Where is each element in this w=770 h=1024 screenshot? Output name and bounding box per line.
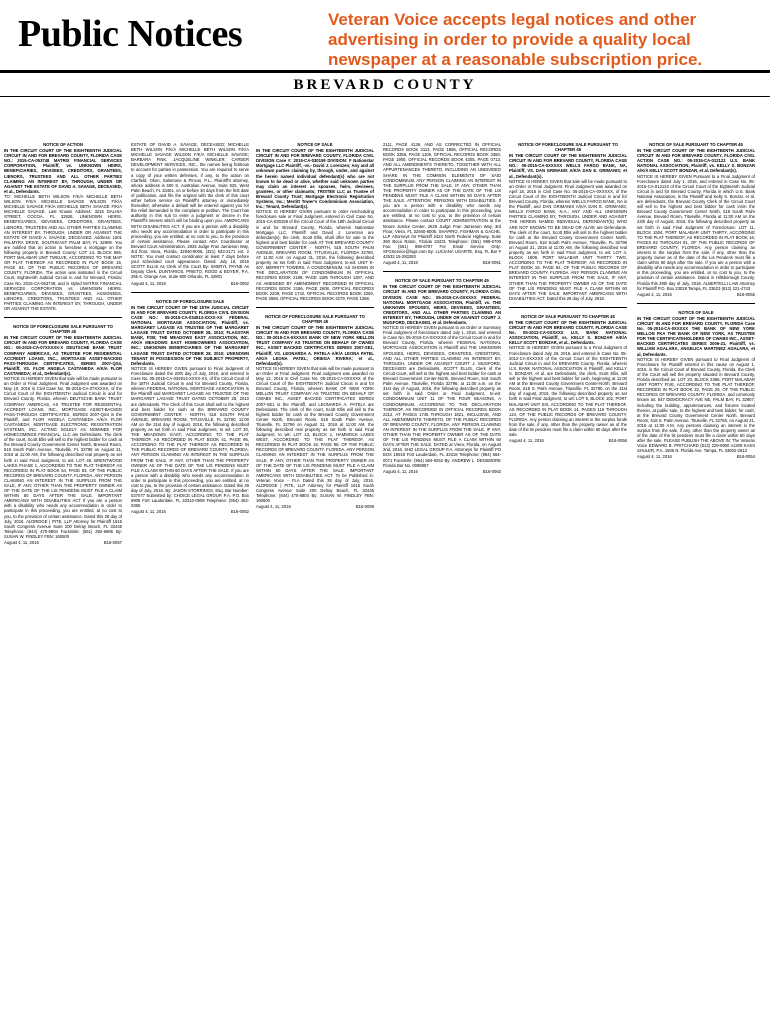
notice-body: NOTICE IS HEREBY GIVEN that sale will be made pursuant to an Order or Final Judgment. Final Judgment was awarded on April 18, 2016 in Civil Case No. 05-2015-CA-0XXXXX, of the Circuit Court of the EIGHTEENTH Judicial Circuit in and for Brevard County, Florida, wherein WELLS FARGO BANK, NA is the Plaintiff, and DAN GRIMANIS A/K/A DAN E. GRIMANIS; WELLS FARGO BANK, N.A.; ANY AND ALL UNKNOWN PARTIES CLAIMING BY, THROUGH, UNDER AND AGAINST THE HEREIN NAMED INDIVIDUAL DEFENDANT(S) WHO ARE NOT KNOWN TO BE DEAD OR ALIVE are Defendants. The clerk of the court, Scott Ellis will sell to the highest bidder for cash at the Brevard County Government Center North, Brevard Room, 518 South Palm Avenue, Titusville, FL 32796 on August 31, 2016 at 11:00 AM, the following described real property as set forth in said Final Judgment, to wit: LOT 4, BLOCK 1609, PORT MALABAR UNIT THIRTY TWO, ACCORDING TO THE PLAT THEREOF, AS RECORDED IN PLAT BOOK 16, PAGE 92, OF THE PUBLIC RECORDS OF BREVARD COUNTY, FLORIDA. ANY PERSON CLAIMING AN INTEREST IN THE SURPLUS FROM THE SALE, IF ANY, OTHER THAN THE PROPERTY OWNER AS OF THE DATE OF THE LIS PENDENS MUST FILE A CLAIM WITHIN 60 DAYS AFTER THE SALE. IMPORTANT AMERICANS WITH DISABILITIES ACT. Dated this 28 day of July, 2016. <box>509 178 627 301</box>
publication-dates: August 4, 11, 2016 <box>131 509 166 515</box>
notice-column-4 <box>383 142 501 1012</box>
notice-divider <box>509 307 627 308</box>
notice-caption: IN THE CIRCUIT COURT OF THE EIGHTEENTH JUDICIAL CIRCUIT IN AND FOR BREVARD COUNTY, FLORIDA Case No. 05-2014-CA-0XXXXX THE BANK OF NEW YORK MELLON FKA THE BANK OF NEW YORK, AS TRUSTEE FOR THE CERTIFICATEHOLDERS OF CWABS INC., ASSET-BACKED CERTIFICATES SERIES 2006-21, Plaintiff, vs. WILLIAM AGALARA, ANGELICA MARTINEZ AGALARA, et al, Defendants. <box>637 315 755 357</box>
notice-heading: NOTICE OF SALE <box>678 309 714 315</box>
notice-column-3 <box>256 142 374 1012</box>
notice-caption: IN THE CIRCUIT COURT OF THE EIGHTEENTH JUDICIAL CIRCUIT IN AND FOR BREVARD COUNTY, FLORIDA CASE NO.: 05-2015-CA-0XXXXX WELLS FARGO BANK, NA, Plaintiff, VS. DAN GRIMANIS A/K/A DAN E. GRIMANIS; et al., Defendant(s). <box>509 153 627 179</box>
notice-heading: NOTICE OF SALE PURSUANT TO CHAPTER 45 <box>521 313 615 319</box>
section-logo: Public Notices <box>18 13 243 55</box>
publication-dates: August 4, 11, 2016 <box>131 280 166 286</box>
legal-notice <box>509 142 627 301</box>
legal-notice <box>383 142 501 265</box>
legal-notice <box>383 278 501 474</box>
publication-dates: August 4, 11, 2016 <box>637 291 672 297</box>
notice-caption: IN THE CIRCUIT COURT OF THE 18TH JUDICIAL CIRCUIT IN AND FOR BREVARD COUNTY, FLORIDA CIVIL DIVISION CASE NO.: 05-2015-CA-034913-XXXX-XX FEDERAL NATIONAL MORTGAGE ASSOCIATION, Plaintiff, vs. MARGARET LAGASE AS TRUSTEE OF THE MARGARET LAGASE TRUST DATED OCTOBER 28, 2010; FLAGSTAR BANK, FSB; THE MEADOWS EAST ASSOCIATION, INC. A/K/A MEADOWS EAST HOMEOWNERS ASSOCIATION, INC.; UNKNOWN BENEFICIARIES OF THE MARGARET LAGASE TRUST DATED OCTOBER 28, 2010; UNKNOWN TENANT IN POSSESSION OF THE SUBJECT PROPERTY, Defendants. <box>131 304 249 366</box>
notice-body: NOTICE IS HEREBY GIVEN pursuant to Final Judgment of Foreclosure dated the 20th day of July, 2016, and entered in Case No. 05-2015-CA-034913-XXXX-XX, of the Circuit Court of the 18TH Judicial Circuit in and for Brevard County, Florida, wherein FEDERAL NATIONAL MORTGAGE ASSOCIATION is the Plaintiff and MARGARET LAGASE AS TRUSTEE OF THE MARGARET LAGASE TRUST DATED OCTOBER 28, 2010 are defendants. The Clerk of this Court shall sell to the highest and best bidder for cash at the BREVARD COUNTY GOVERNMENT CENTER - NORTH, 518 SOUTH PALM AVENUE, BREVARD ROOM, TITUSVILLE, FL 32780, 11:00 AM on the 31st day of August, 2016, the following described property as set forth in said Final Judgment, to wit: LOT 30, THE MEADOWS EAST, ACCORDING TO THE PLAT THEREOF, AS RECORDED IN PLAT BOOK 41, PAGE 95, ACCORDING TO THE PLAT THEREOF AS RECORDED IN THE PUBLIC RECORDS OF BREVARD COUNTY, FLORIDA. ANY PERSON CLAIMING AN INTEREST IN THE SURPLUS FROM THE SALE, IF ANY, OTHER THAN THE PROPERTY OWNER AS OF THE DATE OF THE LIS PENDENS MUST FILE A CLAIM WITHIN 60 DAYS AFTER THE SALE. If you are a person with a disability who needs any accommodation in order to participate in this proceeding, you are entitled, at no cost to you, to the provision of certain assistance. Dated this 29 day of July, 2016. By: JASON STORRINGS, Esq. Bar Number: 027077 Submitted by: CHOICE LEGAL GROUP, P.A. P.O. Box 9908 Fort Lauderdale, FL 33310-0908 Telephone: (954) 453-0365 <box>131 365 249 509</box>
notice-id: B16-0062 <box>230 280 249 286</box>
notice-divider <box>131 292 249 293</box>
notice-column-2 <box>131 142 249 1012</box>
notice-heading: NOTICE OF FORECLOSURE SALE PURSUANT TO CHAPTER 45 <box>518 142 618 153</box>
notice-caption: IN THE CIRCUIT COURT OF THE EIGHTEENTH JUDICIAL CIRCUIT IN AND FOR BREVARD COUNTY, FLORIDA CIVIL DIVISION CASE NO.: 05-2015-CA-0XXXXX FEDERAL NATIONAL MORTGAGE ASSOCIATION, Plaintiff, vs. THE UNKNOWN SPOUSES, HEIRS, DEVISEES, GRANTEES, CREDITORS, AND ALL OTHER PARTIES CLAIMING AN INTEREST BY, THROUGH, UNDER OR AGAINST COURT J. MUGFORD, DECEASED, et al. Defendants. <box>383 284 501 325</box>
notice-body: NOTICE IS HEREBY GIVEN that sale will be made pursuant to an Order or Final Judgment. Final Judgment was awarded on May 12, 2016 in Civil Case No. 05-2015-CA-0XXXXX of the Circuit Court of the EIGHTEENTH Judicial Circuit in and for Brevard County, Florida, wherein BANK OF NEW YORK MELLON TRUST COMPANY AS TRUSTEE ON BEHALF OF CWABS INC., ASSET BACKED CERTIFICATES SERIES 2007-SE1 is the Plaintiff, and LEONARDA A. PATELA are Defendants. The clerk of the court, Scott Ellis will sell to the highest bidder for cash at the Brevard County Government Center North, Brevard Room, 518 South Palm Avenue, Titusville, FL 32796 on August 31, 2016 at 11:00 AM, the following described real property as set forth in said Final Judgment, to wit: LOT 13, BLOCK 1, HAMMOCK LAKES WEST, ACCORDING TO THE PLAT THEREOF, AS RECORDED IN PLAT BOOK 16, PAGE 98, OF THE PUBLIC RECORDS OF BREVARD COUNTY, FLORIDA. ANY PERSON CLAIMING AN INTEREST IN THE SURPLUS FROM THE SALE, IF ANY, OTHER THAN THE PROPERTY OWNER AS OF THE DATE OF THE LIS PENDENS MUST FILE A CLAIM WITHIN 60 DAYS AFTER THE SALE. IMPORTANT AMERICANS WITH DISABILITIES ACT. To be Published in: Veteran Voice - FLA Dated this 28 day of July, 2016. ALDRIDGE | PITE, LLP Attorney for Plaintiff 1615 South Congress Avenue Suite 200 Delray Beach, FL 33445 Telephone: (844) 470-8804 By: SUSAN W. FINDLEY FBN: 160600 <box>256 365 374 504</box>
notice-body: NOTICE IS HEREBY GIVEN pursuant to order rescheduling foreclosure sale or Final Judgment, entered in Civil Case No. 2015-CA-030159 of the Circuit Court of the 18th Judicial Circuit in and for Brevard County, Florida, wherein Nationstar Mortgage LLC, Plaintiff and David J. Lorenzen are defendant(s), the clerk, Scott Ellis, shall offer for sale to the highest and best bidder for cash AT THE BREVARD COUNTY GOVERNMENT CENTER - NORTH, 518 SOUTH PALM AVENUE, BREVARD ROOM, TITUSVILLE, FLORIDA 32780, AT 11:00 A.M. on August 31, 2016, the following described property as set forth in said Final Judgment, to-wit: UNIT K-407, MERRITT TOWERS, A CONDOMINIUM, AS SHOWN IN THE DECLARATION OF CONDOMINIUM IN OFFICIAL RECORDS BOOK 2189, PAGE 1195 THROUGH 1307, AND AS AMENDED BY AMENDMENT RECORDED IN OFFICIAL RECORDS BOOK 2196, PAGE 2608, OFFICIAL RECORDS BOOK 2209, PAGE 1742, OFFICIAL RECORDS BOOK 2250, PAGE 2669, OFFICIAL RECORDS BOOK 2279, PAGE 1398. <box>256 209 374 301</box>
publication-dates: August 4, 11, 2016 <box>256 504 291 510</box>
notice-divider <box>637 303 755 304</box>
legal-notice <box>256 142 374 301</box>
notice-id: B16-0063 <box>482 468 501 474</box>
notice-body: NOTICE IS HEREBY GIVEN that sale will be made pursuant to an Order or Final Judgment. Final Judgment was awarded on May 10, 2016 in Civil Case No. 05-2015-CA-07XXXXX, of the Circuit Court of the EIGHTEENTH Judicial Circuit in and for Brevard County, Florida, wherein DEUTSCHE BANK TRUST COMPANY AMERICAS, AS TRUSTEE FOR RESIDENTIAL ACCREDIT LOANS, INC., MORTGAGE ASSET-BACKED PASS-THROUGH CERTIFICATES, SERIES 2007-QS4 is the Plaintiff, and FLOR ANGELA CASTANEDA A/K/A FLOR CASTANEDA; MORTGAGE ELECTRONIC REGISTRATION SYSTEMS, INC. ACTING SOLELY AS NOMINEE FOR HOMECOMINGS FINANCIAL, LLC are Defendants. The clerk of the court, Scott Ellis will sell to the highest bidder for cash at the Brevard County Government Center North, Brevard Room, 518 South Palm Avenue, Titusville, FL 32796 on August 31, 2016 at 11:00 AM, the following described real property as set forth in said Final Judgment, to wit: LOT 48, BRENTWOOD LAKES PHASE 1, ACCORDING TO THE PLAT THEREOF AS RECORDED IN PLAT BOOK 54, PAGE 93, OF THE PUBLIC RECORDS OF BREVARD COUNTY, FLORIDA. ANY PERSON CLAIMING AN INTEREST IN THE SURPLUS FROM THE SALE, IF ANY, OTHER THAN THE PROPERTY OWNER AS OF THE DATE OF THE LIS PENDENS MUST FILE A CLAIM WITHIN 60 DAYS AFTER THE SALE. IMPORTANT AMERICANS WITH DISABILITIES ACT If you are a person with a disability who needs any accommodation in order to participate in this proceeding, you are entitled, at no cost to you, to the provision of certain assistance. Dated this 28 day of July, 2016. ALDRIDGE | PITE, LLP Attorney for Plaintiff 1615 South Congress Avenue Suite 200 Delray Beach, FL 33445 Telephone: (844) 470-8804 Facsimile: (561) 392-6965 By: SUSAN W. FINDLEY FBN: 160600 <box>4 376 122 539</box>
notice-column-1 <box>4 142 122 1012</box>
notice-column-5 <box>509 142 627 1012</box>
tagline: Veteran Voice accepts legal notices and other advertising in order to provide a quality local newspaper at a reasonable subscription price. <box>328 10 703 69</box>
notice-id: B16-0061 <box>482 260 501 266</box>
publication-dates: August 4, 11, 2016 <box>383 260 418 266</box>
notice-divider <box>383 271 501 272</box>
legal-notice <box>4 324 122 545</box>
notice-id: B16-0057 <box>103 540 122 546</box>
notice-heading: NOTICE OF FORECLOSURE SALE PURSUANT TO CHAPTER 45 <box>13 324 113 335</box>
notice-id: B16-0055 <box>736 291 755 297</box>
notice-caption: IN THE CIRCUIT COURT OF THE EIGHTEENTH JUDICIAL CIRCUIT IN AND FOR BREVARD COUNTY, FLORIDA CASE NO.: 2015-CA-053748 MATRIX FINANCIAL SERVICES CORPORATION, Plaintiff, vs. UNKNOWN HEIRS, BENEFICIARIES, DEVISEES, CREDITORS, GRANTEES, LIENORS, TRUSTEES AND ALL OTHER PARTIES CLAIMING AN INTEREST BY, THROUGH, UNDER OR AGAINST THE ESTATE OF DAVID A. SAVAGE, DECEASED, et al., Defendants. <box>4 148 122 194</box>
notice-body: NOTICE IS HEREBY GIVEN pursuant to a Final Judgment of Foreclosure dated July 26, 2016, and entered in Case No. 05-2012-CA-0XXXXX of the Circuit Court of the EIGHTEENTH Judicial Circuit in and for BREVARD County, Florida, wherein U.S. BANK NATIONAL ASSOCIATION is Plaintiff, and KELLY S. BONZAR, et al. are Defendants, the clerk, Scott Ellis, will sell to the highest and best bidder for cash, beginning at 11:00 AM at the Brevard County Government Center-North, Brevard Room, 518 S. Palm Avenue, Titusville, FL 32780, on the 31st day of August, 2016, the following described property as set forth in said Final Judgment, to wit: LOT 5, BLOCK 102, PORT MALABAR UNIT SIX, ACCORDING TO THE PLAT THEREOF, AS RECORDED IN PLAT BOOK 14, PAGES 116 THROUGH 124, OF THE PUBLIC RECORDS OF BREVARD COUNTY, FLORIDA. Any person claiming an interest in the surplus funds from the sale, if any, other than the property owner as of the date of the lis pendens must file a claim within 60 days after the sale. <box>509 345 627 438</box>
notice-body: NOTICE IS HEREBY GIVEN Pursuant to a Final Judgment of Foreclosure dated July 1, 2016, and entered in Case No. 05-2015-CA-012122 of the Circuit Court of the Eighteenth Judicial Circuit in and for Brevard County, Florida in which U.S. Bank National Association, is the Plaintiff and Kelly S. Bonzar, et al, are defendants, the Brevard County Clerk of the Circuit Court will sell to the highest and best bidder for cash in/on the Brevard County Government Center North, 518 South Palm Avenue, Brevard Room, Titusville, Florida at 11:00 AM on the 24th day of August, 2016, the following described property as set forth in said Final Judgment of Foreclosure: LOT 11, BLOCK 1504, PORT MALABAR UNIT THIRTY, ACCORDING TO THE PLAT THEREOF, AS RECORDED IN PLAT BOOK 16, PAGES 82 THROUGH 91, OF THE PUBLIC RECORDS OF BREVARD COUNTY, FLORIDA. Any person claiming an interest in the surplus from the sale, if any, other than the property owner as of the date of the Lis Pendens must file a claim within 60 days after the sale. If you are a person with a disability who needs any accommodation in order to participate in this proceeding, you are entitled, at no cost to you, to the provision of certain assistance. Dated in Hillsborough County, Florida this 29th day of July, 2016. ALBERTELLI LAW Attorney for Plaintiff P.O. Box 23028 Tampa, FL 33623 (813) 221-4743 <box>637 173 755 291</box>
notice-caption: IN THE CIRCUIT COURT OF THE EIGHTEENTH JUDICIAL CIRCUIT IN AND FOR BREVARD COUNTY, FLORIDA CASE NO.: 05-2015-CA-07XXXXX-X DEUTSCHE BANK TRUST COMPANY AMERICAS, AS TRUSTEE FOR RESIDENTIAL ACCREDIT LOANS, INC., MORTGAGE ASSET-BACKED PASS-THROUGH CERTIFICATES, SERIES 2007-QS4, Plaintiff, VS. FLOR ANGELA CASTANEDA A/K/A FLOR CASTANEDA; et al., Defendant(s). <box>4 335 122 376</box>
notice-heading: NOTICE OF FORECLOSURE SALE PURSUANT TO CHAPTER 45 <box>265 313 365 324</box>
notice-id: B16-0054 <box>736 454 755 460</box>
legal-notice <box>131 142 249 286</box>
notice-caption: IN THE CIRCUIT COURT OF THE EIGHTEENTH JUDICIAL CIRCUIT IN AND FOR BREVARD COUNTY, FLORIDA CIVIL DIVISION Case #: 2015-CA-030159 DIVISION: F Nationstar Mortgage LLC Plaintiff, -vs.- David J. Lorenzen; Any and all unknown parties claiming by, through, under, and against the herein named individual defendant(s) who are not known to be dead or alive, whether said unknown parties may claim an interest as spouses, heirs, devisees, grantees, or other claimants; TRISTEE LLC as Trustee of Brevard County Trust; Mortgage Electronic Registration Systems, Inc.; Merritt Tower's Condominium Association, Inc.; Tenant, Defendant(s). <box>256 148 374 210</box>
notice-body: 2111, PAGE 4136, AND AS CORRECTED IN OFFICIAL RECORDS BOOK 3113, PAGE 1856, OFFICIAL RECORDS BOOK 3358, PAGE 1109, OFFICIAL RECORDS BOOK 3360, PAGE 1900, OFFICIAL RECORDS BOOK 4305, PAGE 0713, AND ALL AMENDMENTS THERETO, TOGETHER WITH ALL APPURTENANCES THERETO, INCLUDING AN UNDIVIDED SHARE IN THE COMMON ELEMENTS OF SAID CONDOMINIUM. ANY PERSON CLAIMING AN INTEREST IN THE SURPLUS FROM THE SALE, IF ANY, OTHER THAN THE PROPERTY OWNER AS OF THE DATE OF THE LIS PENDENS MUST FILE A CLAIM WITHIN 60 DAYS AFTER THE SALE. ATTENTION: PERSONS WITH DISABILITIES. If you are a person with a disability who needs any accommodation in order to participate in this proceeding, you are entitled, at no cost to you, to the provision of certain assistance. Please contact COURT ADMINISTRATION at the Moore Justice Center, 2825 Judge Fran Jamieson Way, 3rd Floor, Viera, FL 32940-8006. SHAPIRO, FISHMAN & GACHE, LLP Attorneys for Plaintiff 2424 North Federal Highway, Suite 360 Boca Raton, Florida 33431 Telephone: (561) 998-6700 Fax: (561) 998-6707 For Email Service Only: SFGService@logs.com By: LUCIANA UGARTE, Esq. FL Bar # 42532 15-283293 <box>383 142 501 260</box>
notice-heading: NOTICE OF SALE PURSUANT TO CHAPTER 45 <box>395 278 489 284</box>
notice-divider <box>256 307 374 308</box>
notice-heading: NOTICE OF SALE PURSUANT TO CHAPTER 45 <box>649 142 743 147</box>
publication-dates: August 4, 11, 2016 <box>383 468 418 474</box>
notice-id: B16-0052 <box>230 509 249 515</box>
legal-notice <box>256 314 374 510</box>
publication-dates: August 4, 11, 2016 <box>4 540 39 546</box>
county-heading: BREVARD COUNTY <box>293 77 477 93</box>
notice-heading: NOTICE OF ACTION <box>43 142 83 147</box>
notice-caption: IN THE CIRCUIT COURT OF THE EIGHTEENTH JUDICIAL CIRCUIT IN AND FOR BREVARD COUNTY, FLORIDA CASE NO.: 05-2015-CA-0XXXXX BANK OF NEW YORK MELLON TRUST COMPANY AS TRUSTEE ON BEHALF OF CWABS INC., ASSET BACKED CERTIFICATES SERIES 2007-SE1, Plaintiff, VS. LEONARDA A. PATELA A/K/A LEONA PATEL A/K/A LEONA PATEL; ORIEGA RIVERA; et al., Defendant(s). <box>256 325 374 366</box>
county-divider <box>0 96 770 97</box>
publication-dates: August 4, 11, 2016 <box>637 454 672 460</box>
notice-caption: IN THE CIRCUIT COURT OF THE EIGHTEENTH JUDICIAL CIRCUIT IN AND FOR BREVARD COUNTY, FLORIDA CASE No. 05-2012-CA-0XXXXX U.S. BANK NATIONAL ASSOCIATION, Plaintiff, vs. KELLY S. BONZAR A/K/A KELLY SCOTT BONZAR, et al., Defendants. <box>509 320 627 346</box>
notice-divider <box>4 317 122 318</box>
header-divider <box>0 70 770 73</box>
masthead <box>0 0 770 70</box>
notice-body: NOTICE IS HEREBY GIVEN pursuant to an Order or Summary Final Judgment of foreclosure dated July 1, 2016, and entered in Case No. 05-2015-CA-0XXXXX of the Circuit Court in and for Brevard County, Florida, wherein FEDERAL NATIONAL MORTGAGE ASSOCIATION is Plaintiff and THE UNKNOWN SPOUSES, HEIRS, DEVISEES, GRANTEES, CREDITORS, AND ALL OTHER PARTIES CLAIMING AN INTEREST BY, THROUGH, UNDER OR AGAINST COURT J. MUGFORD, DECEASED are Defendants, SCOTT ELLIS, Clerk of the Circuit Court, will sell to the highest and best bidder for cash at Brevard Government Center-North, Brevard Room, 518 South Palm Avenue, Titusville, Florida 32796, at 11:00 a.m. on the 31st day of August, 2016, the following described property as set forth in said Order or Final Judgment, to-wit: CONDOMINIUM UNIT 11 OF THE FOUR SEASONS, A CONDOMINIUM, ACCORDING TO THE DECLARATION THEREOF, AS RECORDED IN OFFICIAL RECORDS BOOK 2212, AT PAGES 1745 THROUGH 1821, INCLUSIVE, AND ALL AMENDMENTS THERETO, OF THE PUBLIC RECORDS OF BREVARD COUNTY, FLORIDA. ANY PERSON CLAIMING AN INTEREST IN THE SURPLUS FROM THE SALE, IF ANY, OTHER THAN THE PROPERTY OWNER AS OF THE DATE OF THE LIS PENDENS MUST FILE A CLAIM WITHIN 60 DAYS AFTER THE SALE. DATED at Viera, Florida, on August 2nd, 2016. SHD LEGAL GROUP P.A. Attorneys for Plaintiff PO BOX 19519 Fort Lauderdale, FL 33318 Telephone: (954) 564-0071 Facsimile: (954) 564-9252 By: ANDREW L. DENSMORE Florida Bar No. 0098857 <box>383 325 501 468</box>
notice-column-6 <box>637 142 755 1012</box>
legal-notice <box>4 142 122 311</box>
notice-body: NOTICE IS HEREBY GIVEN pursuant to Final Judgment of Foreclosure for Plaintiff entered in this cause on August 1, 2016, in the Circuit Court of Brevard County, Florida, the Clerk of the Court will sell the property situated in Brevard County, Florida described as: LOT 20, BLOCK 2365, PORT MALABAR UNIT FORTY FIVE, ACCORDING TO THE PLAT THEREOF, RECORDED IN PLAT BOOK 22, PAGE 29, OF THE PUBLIC RECORDS OF BREVARD COUNTY, FLORIDA. and commonly known as: 647 DEMOCRACY AVE NE, PALM BAY, FL 32907; including the building, appurtenances, and fixtures located therein, at public sale, to the highest and best bidder, for cash, at the Brevard County Government Center North, Brevard Room, 518 S. Palm Avenue, Titusville, FL 32780, on August 31, 2016 at 11:00 A.M. Any persons claiming an interest in the surplus from the sale, if any, other than the property owner as of the date of the lis pendens must file a claim within 60 days after the sale. PLEASE PUBLISH THE ABOVE IN: The Veteran Voice EDWARD B. PRITCHARD (813) 229-0900 x1309 KASS SHULER, P.A. 1505 N. Florida Ave. Tampa, FL 33602-2613 <box>637 356 755 454</box>
legal-notice <box>131 299 249 515</box>
legal-notice <box>637 310 755 460</box>
legal-notice <box>637 142 755 297</box>
publication-dates: August 4, 11, 2016 <box>509 438 544 444</box>
notice-body: TO: MICHELLE BETH WILSON F/K/A MICHELLE BETH WILSON F/K/A MICHELLE SAVAGE WILSON F/K/A MICHELLE SAVAGE F/K/A MICHELLE BETH SAVAGE F/K/A MICHELLE SAVAGE. Last Known Address: 3215 DALHIA STREET, COCOA, FL 32926. UNKNOWN HEIRS, BENEFICIARIES, DEVISEES, CREDITORS, GRANTEES, LIENORS, TRUSTEES AND ALL OTHER PARTIES CLAIMING AN INTEREST BY, THROUGH, UNDER OR AGAINST THE ESTATE OF DAVID A. SAVAGE, DECEASED. Address: 1501 PALMYRA DRIVE, SOUTHEAST PALM BAY, FL 32909. You are notified that an action to foreclose a mortgage on the following property in Brevard County: LOT 14, BLOCK 565, PORT MALABAR UNIT TWELVE, ACCORDING TO THE MAP OR PLAT THEREOF AS RECORDED IN PLAT BOOK 15, PAGE 54, OF THE PUBLIC RECORDS OF BREVARD COUNTY, FLORIDA. The action was instituted in the Circuit Court, Eighteenth Judicial Circuit in and for Brevard, Florida; Case No. 2015-CA-053748; and is styled MATRIX FINANCIAL SERVICES CORPORATION vs. UNKNOWN HEIRS, BENEFICIARIES, DEVISEES, GRANTEES, ASSIGNEES, LIENORS, CREDITORS, TRUSTEES AND ALL OTHER PARTIES CLAIMING AN INTEREST BY, THROUGH, UNDER OR AGAINST THE ESTATE. <box>4 193 122 311</box>
notice-body: ESTATE OF DAVID A. SAVAGE, DECEASED; MICHELLE BETH WILSON F/K/A MICHELLE BETH WILSON F/K/A MICHELLE SAVAGE WILSON F/K/A MICHELLE SAVAGE; BARBARA FINK; JACQUELINE WINKLER; CAREER DEVELOPMENT SERVICES, INC., the names being fictitious to account for parties in possession. You are required to serve a copy of your written defenses, if any, to the action on Clarfield, Okon, Salomone & Pincus, P.L., Plaintiff's attorney, whose address is 500 S. Australian Avenue, Suite 825, West Palm Beach, FL 33401, on or before 30 days from the first date of publication, and file the original with the clerk of this court either before service on Plaintiff's attorney or immediately thereafter; otherwise a default will be entered against you for the relief demanded in the complaint or petition. The Court has authority in this suit to enter a judgment or decree in the Plaintiff's interest which will be binding upon you. AMERICANS WITH DISABILITIES ACT. If you are a person with a disability who needs any accommodation in order to participate in this proceeding, you are entitled, at no cost to you, to the provision of certain assistance. Please contact ADA Coordinator at Brevard Court Administration, 2825 Judge Fran Jamieson Way, 3rd floor, Viera, Florida, 32940-8006, (321) 633-2171 ext. 2 NOTE: You must contact coordinator at least 7 days before your scheduled court appearance. Dated: July 18, 2016 SCOTT ELLIS As Clerk of the Court By: SHERYL PAYNE As Deputy Clerk. DUNTARIOS, PRIETO, ROOD & BOYER, P.A. 255 S. Orange Ave, Suite 900 Orlando, FL 32801 <box>131 142 249 280</box>
notice-heading: NOTICE OF SALE <box>297 142 333 147</box>
notice-caption: IN THE CIRCUIT COURT OF THE EIGHTEENTH JUDICIAL CIRCUIT IN AND FOR BREVARD COUNTY, FLORIDA CIVIL ACTION CASE NO.: 05-2015-CA-012122 U.S. BANK NATIONAL ASSOCIATION, Plaintiff, vs. KELLY S. BONZAR A/K/A KELLY SCOTT BONZAR, et al, Defendant(s). <box>637 148 755 174</box>
notice-id: B16-0059 <box>355 504 374 510</box>
legal-notice <box>509 314 627 443</box>
notice-heading: NOTICE OF FORECLOSURE SALE <box>155 298 225 304</box>
notice-id: B16-0056 <box>608 438 627 444</box>
